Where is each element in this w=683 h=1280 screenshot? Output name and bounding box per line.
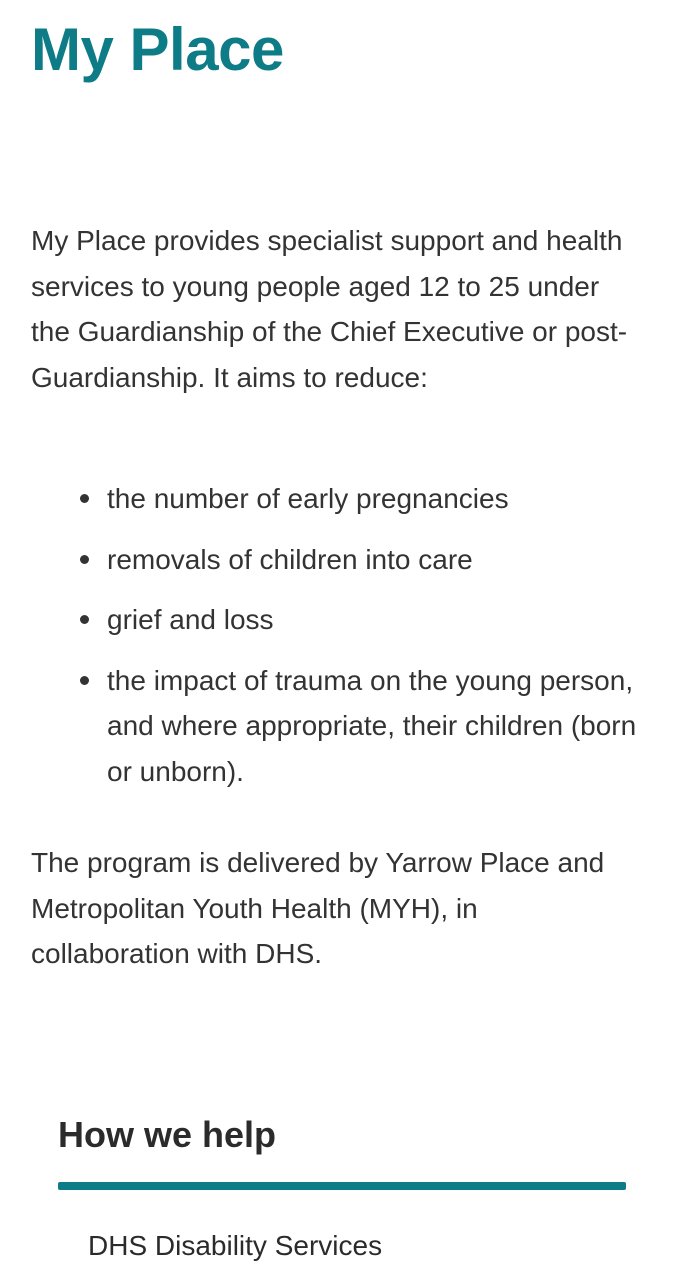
list-item <box>107 537 647 583</box>
list-item <box>107 597 647 643</box>
list-item <box>107 476 647 522</box>
bullet-icon <box>80 494 89 503</box>
list-item <box>107 658 647 795</box>
how-we-help-heading: How we help <box>58 1114 277 1155</box>
intro-paragraph: My Place provides specialist support and health services to young people aged 12 to 25 under the Guardianship of the Chief Executive or post-Guardianship. It aims to reduce: <box>31 225 628 393</box>
bullet-icon <box>80 615 89 624</box>
section-divider <box>58 1182 626 1190</box>
how-we-help-section <box>58 1108 626 1266</box>
program-paragraph: The program is delivered by Yarrow Place and Metropolitan Youth Health (MYH), in collaboration with DHS. <box>31 847 605 969</box>
list-item-text: the number of early pregnancies <box>107 483 509 514</box>
aims-list <box>107 476 647 809</box>
list-item-text: grief and loss <box>107 604 274 635</box>
page-title: My Place <box>31 16 284 83</box>
list-item-text: removals of children into care <box>107 543 473 575</box>
dhs-disability-services-link[interactable]: DHS Disability Services <box>88 1230 383 1261</box>
list-item-text: the impact of trauma on the young person, and where appropriate, their children (born or unborn). <box>107 664 637 787</box>
bullet-icon <box>80 555 89 564</box>
bullet-icon <box>80 676 89 685</box>
